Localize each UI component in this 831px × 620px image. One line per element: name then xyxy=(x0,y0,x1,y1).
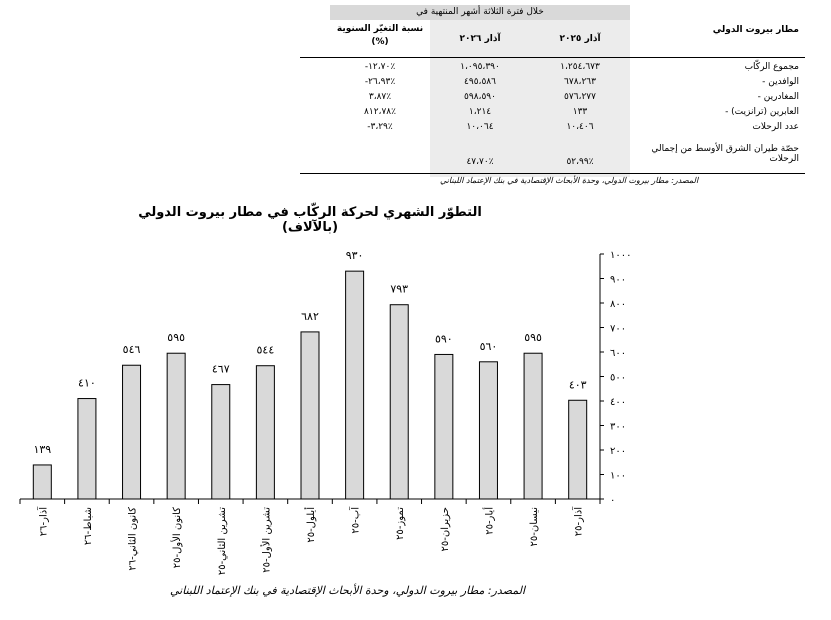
y-tick-label: ١٠٠ xyxy=(610,470,627,482)
category-label: أيلول-٢٥ xyxy=(306,507,317,543)
airport-header: مطار بيروت الدولي xyxy=(712,25,799,35)
cell-change: ٨١٢،٧٨٪ xyxy=(364,107,396,117)
cell-2026: ١٠،٠٦٤ xyxy=(466,122,494,132)
category-label: كانون الثاني-٢٦ xyxy=(127,507,139,571)
bar xyxy=(212,385,230,499)
chart-title: التطوّر الشهري لحركة الركّاب في مطار بيروت الدولي (بالآلاف) xyxy=(138,205,482,235)
bar-value-label: ٤٠٣ xyxy=(568,378,587,392)
cell-change: ٣،٨٧٪ xyxy=(368,92,392,102)
bar xyxy=(346,271,364,499)
cell-change: -١٢،٧٠٪ xyxy=(364,62,396,72)
cell-2026: ١،٢١٤ xyxy=(468,107,492,117)
cell-2025: ١،٢٥٤،٦٧٣ xyxy=(560,62,600,72)
bar xyxy=(390,305,408,499)
cell-2025: ٥٧٦،٢٧٧ xyxy=(564,92,596,102)
category-label: أيار-٢٥ xyxy=(484,507,496,535)
category-label: تموز-٢٥ xyxy=(395,507,407,540)
bar xyxy=(167,353,185,499)
category-label: شباط-٢٦ xyxy=(82,507,94,546)
y-tick-label: ٣٠٠ xyxy=(610,421,627,433)
y-tick-label: ٧٠٠ xyxy=(610,323,627,335)
category-label: تشرين الثاني-٢٥ xyxy=(216,507,228,576)
category-label: نيسان-٢٥ xyxy=(529,507,541,547)
cell-2025: ٥٢،٩٩٪ xyxy=(566,157,594,167)
category-label: تشرين الأول-٢٥ xyxy=(261,507,273,573)
bar-value-label: ٥٩٥ xyxy=(167,331,186,345)
bar-value-label: ٥٩٠ xyxy=(434,332,453,346)
row-label: - المغادرين xyxy=(757,92,799,102)
bar-value-label: ٧٩٣ xyxy=(390,282,409,296)
category-label: آذار-٢٦ xyxy=(38,507,50,537)
row-label: مجموع الركّاب xyxy=(744,62,799,72)
bar-value-label: ٦٨٢ xyxy=(301,309,319,323)
y-tick-label: ٠ xyxy=(610,495,616,506)
category-label: حزيران-٢٥ xyxy=(439,507,451,552)
cell-change: -٢٦،٩٣٪ xyxy=(364,77,396,87)
bar-value-label: ٥٤٤ xyxy=(256,343,275,357)
cell-2025: ١٠،٤٠٦ xyxy=(566,122,594,132)
cell-2025: ١٣٣ xyxy=(572,107,588,117)
cell-2025: ٦٧٨،٢٦٣ xyxy=(564,77,596,87)
table-row xyxy=(300,121,805,135)
chart-source-note: المصدر: مطار بيروت الدولي، وحدة الأبحاث الإقتصادية في بنك الإعتماد اللبناني xyxy=(170,584,525,597)
cell-2026: ٤٩٥،٥٨٦ xyxy=(464,77,496,87)
col-header-change: نسبة التغيّر السنوية (%) xyxy=(336,24,424,47)
cell-2026: ٥٩٨،٥٩٠ xyxy=(464,92,496,102)
bar xyxy=(78,399,96,499)
category-label: آذار-٢٥ xyxy=(573,507,585,537)
row-label: عدد الرحلات xyxy=(752,122,799,132)
col-header-2026: آذار ٢٠٢٦ xyxy=(459,34,501,44)
y-tick-label: ٥٠٠ xyxy=(610,372,627,384)
y-tick-label: ١٠٠٠ xyxy=(610,250,632,261)
bar xyxy=(123,365,141,499)
col-header-2025: آذار ٢٠٢٥ xyxy=(559,34,601,44)
category-label: آب-٢٥ xyxy=(350,507,362,534)
bar xyxy=(435,354,453,499)
bar xyxy=(524,353,542,499)
cell-change: -٣،٢٩٪ xyxy=(367,122,393,132)
y-tick-label: ٢٠٠ xyxy=(610,446,627,457)
bar-value-label: ٤١٠ xyxy=(78,376,96,390)
period-header: خلال فترة الثلاثة أشهر المنتهية في xyxy=(330,5,630,20)
table-row xyxy=(300,76,805,90)
bar-value-label: ٥٦٠ xyxy=(479,339,498,353)
bar xyxy=(301,332,319,499)
table-source-note: المصدر: مطار بيروت الدولي، وحدة الأبحاث الإقتصادية في بنك الإعتماد اللبناني xyxy=(440,176,699,185)
bar xyxy=(479,362,497,499)
bar xyxy=(33,465,51,499)
bar-chart xyxy=(0,240,831,585)
bar-value-label: ٩٣٠ xyxy=(345,249,364,263)
table-bottom-rule xyxy=(300,173,805,174)
bar xyxy=(569,400,587,499)
table-row xyxy=(300,106,805,120)
y-tick-label: ٩٠٠ xyxy=(610,274,627,286)
bar-value-label: ٥٩٥ xyxy=(524,331,542,345)
bar xyxy=(256,366,274,499)
bar-value-label: ١٣٩ xyxy=(33,442,52,456)
y-tick-label: ٤٠٠ xyxy=(610,397,627,408)
cell-2026: ١،٠٩٥،٣٩٠ xyxy=(460,62,500,72)
bar-value-label: ٥٤٦ xyxy=(122,343,141,357)
category-label: كانون الأول-٢٥ xyxy=(172,507,184,569)
row-label: - الوافدين xyxy=(762,77,799,87)
table-row xyxy=(300,143,805,171)
row-label: - العابرين (ترانزيت) xyxy=(725,107,799,117)
row-label: حصّة طيران الشرق الأوسط من إجمالي الرحلات xyxy=(651,144,799,164)
header-rule xyxy=(300,57,805,58)
y-tick-label: ٦٠٠ xyxy=(610,348,627,359)
bar-value-label: ٤٦٧ xyxy=(211,362,230,376)
y-tick-label: ٨٠٠ xyxy=(610,299,627,310)
cell-2026: ٤٧،٧٠٪ xyxy=(466,157,494,167)
table-row xyxy=(300,91,805,105)
table-row xyxy=(300,61,805,75)
